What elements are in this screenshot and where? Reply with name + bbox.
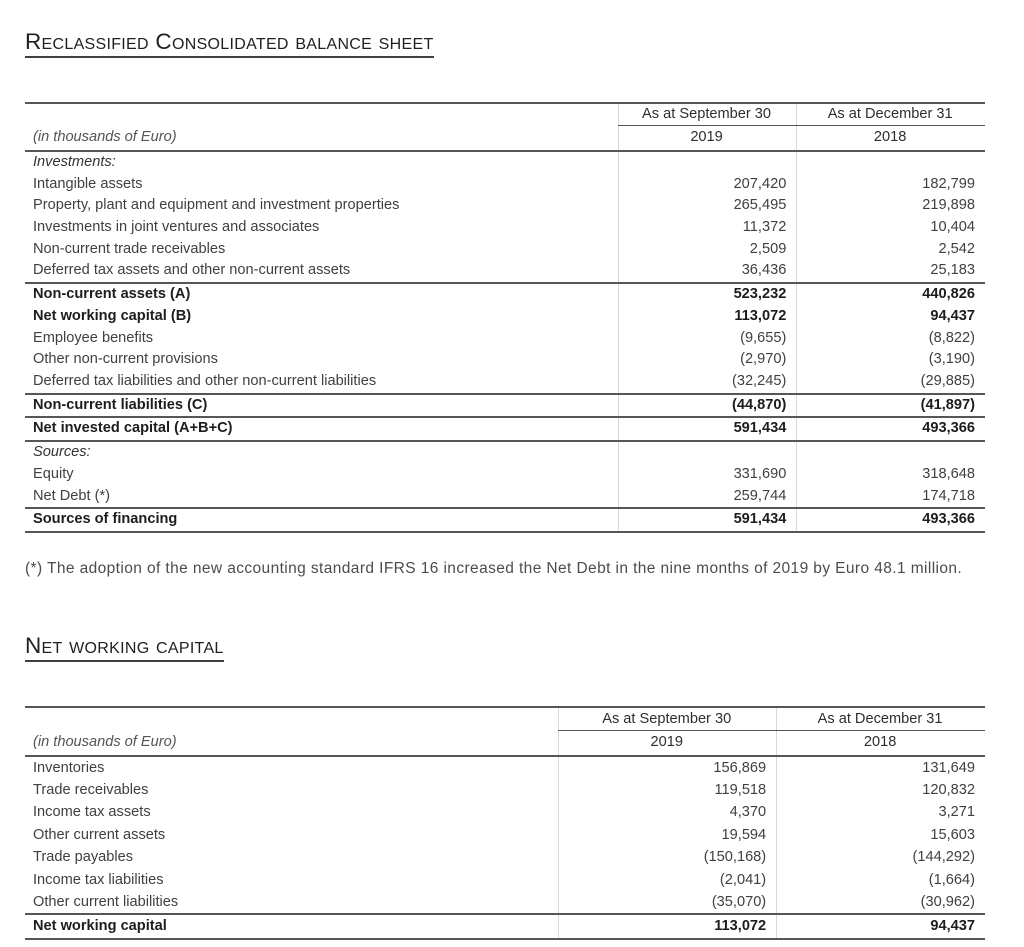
section-balance-sheet-header xyxy=(25,0,985,58)
value-2019: (2,041) xyxy=(559,869,777,891)
value-2019: 11,372 xyxy=(618,217,797,239)
row-label: Deferred tax liabilities and other non-current liabilities xyxy=(25,371,618,394)
row-label: Inventories xyxy=(33,759,105,776)
table-header-period-row xyxy=(25,707,985,731)
row-label: Non-current trade receivables xyxy=(33,240,226,257)
row-label: Net working capital (B) xyxy=(33,307,192,324)
row-label: Investments: xyxy=(33,153,116,170)
balance-sheet-table-body xyxy=(25,151,985,532)
net-working-capital-table xyxy=(25,706,985,940)
value-2018: 10,404 xyxy=(797,217,985,239)
table-row xyxy=(25,417,985,441)
value-2019: (35,070) xyxy=(559,891,777,914)
table-row xyxy=(25,464,985,486)
row-label: Other current liabilities xyxy=(25,891,559,914)
value-2019: 259,744 xyxy=(618,486,797,509)
footnote: (*) The adoption of the new accounting standard IFRS 16 increased the Net Debt in the nine months of 2019 by Euro 48.1 million. xyxy=(25,559,963,577)
value-2018: (1,664) xyxy=(777,869,985,891)
row-label: Net Debt (*) xyxy=(25,486,618,509)
table-row xyxy=(25,151,985,174)
column-header-period2: As at December 31 xyxy=(797,103,985,126)
value-2019: 265,495 xyxy=(618,195,797,217)
table-header-year-row xyxy=(25,126,985,151)
value-2018: 440,826 xyxy=(797,283,985,306)
row-label: Intangible assets xyxy=(33,175,143,192)
value-2018: 94,437 xyxy=(777,914,985,938)
value-2019: (2,970) xyxy=(618,349,797,371)
value-2018: 219,898 xyxy=(797,195,985,217)
value-2019: 2,509 xyxy=(618,239,797,261)
table-row xyxy=(25,260,985,283)
value-2019 xyxy=(618,441,797,464)
value-2018: (30,962) xyxy=(777,891,985,914)
value-2018: (3,190) xyxy=(797,349,985,371)
value-2019: (9,655) xyxy=(618,328,797,350)
value-2018: 131,649 xyxy=(777,756,985,779)
value-2019: 36,436 xyxy=(618,260,797,283)
column-header-year2: 2018 xyxy=(777,731,985,756)
row-label: Other current assets xyxy=(33,826,166,843)
value-2018: 25,183 xyxy=(797,260,985,283)
row-label: Net invested capital (A+B+C) xyxy=(25,417,618,441)
value-2019: 119,518 xyxy=(559,779,777,801)
unit-label: (in thousands of Euro) xyxy=(25,731,559,756)
value-2018: (144,292) xyxy=(777,846,985,868)
row-label: Sources of financing xyxy=(25,508,618,532)
value-2018: 182,799 xyxy=(797,174,985,196)
value-2019: 156,869 xyxy=(559,756,777,779)
row-label: Trade payables xyxy=(33,849,134,866)
value-2019: 523,232 xyxy=(618,283,797,306)
value-2018: 493,366 xyxy=(797,417,985,441)
table-row xyxy=(25,441,985,464)
row-label: Trade receivables xyxy=(33,781,149,798)
row-label: Other non-current provisions xyxy=(33,351,218,368)
value-2018: (8,822) xyxy=(797,328,985,350)
value-2019: 113,072 xyxy=(618,306,797,328)
value-2019: 19,594 xyxy=(559,824,777,846)
header-spacer-cell xyxy=(25,707,559,731)
column-header-year1: 2019 xyxy=(559,731,777,756)
value-2018 xyxy=(797,151,985,174)
row-label: Non-current liabilities (C) xyxy=(25,394,618,418)
value-2019: 4,370 xyxy=(559,801,777,823)
table-row xyxy=(25,779,985,801)
table-row xyxy=(25,508,985,532)
value-2018: 3,271 xyxy=(777,801,985,823)
value-2019: 207,420 xyxy=(618,174,797,196)
column-header-period2: As at December 31 xyxy=(777,707,985,731)
value-2018: 493,366 xyxy=(797,508,985,532)
row-label: Income tax assets xyxy=(33,804,151,821)
table-row xyxy=(25,756,985,779)
value-2019: 591,434 xyxy=(618,417,797,441)
row-label: Employee benefits xyxy=(33,329,154,346)
row-label: Sources: xyxy=(33,444,91,461)
value-2018: 2,542 xyxy=(797,239,985,261)
row-label: Income tax liabilities xyxy=(33,871,164,888)
value-2018: 15,603 xyxy=(777,824,985,846)
table-row xyxy=(25,239,985,261)
table-row xyxy=(25,349,985,371)
page-title: Reclassified Consolidated balance sheet xyxy=(25,30,434,58)
table-header-period-row xyxy=(25,103,985,126)
column-header-year2: 2018 xyxy=(797,126,985,151)
net-working-capital-table-body xyxy=(25,756,985,939)
table-row xyxy=(25,328,985,350)
unit-label: (in thousands of Euro) xyxy=(25,126,618,151)
column-header-year1: 2019 xyxy=(618,126,797,151)
column-header-period1: As at September 30 xyxy=(559,707,777,731)
table-row xyxy=(25,869,985,891)
value-2019: (150,168) xyxy=(559,846,777,868)
table-row xyxy=(25,801,985,823)
section-net-working-capital-header xyxy=(25,582,985,662)
value-2019 xyxy=(618,151,797,174)
value-2018: 318,648 xyxy=(797,464,985,486)
row-label: Net working capital xyxy=(25,914,559,938)
table-header-year-row xyxy=(25,731,985,756)
value-2019: (32,245) xyxy=(618,371,797,394)
table-row xyxy=(25,217,985,239)
value-2018: (41,897) xyxy=(797,394,985,418)
table-row xyxy=(25,306,985,328)
table-row xyxy=(25,394,985,418)
row-label: Equity xyxy=(33,465,74,482)
value-2019: 331,690 xyxy=(618,464,797,486)
column-header-period1: As at September 30 xyxy=(618,103,797,126)
table-row xyxy=(25,174,985,196)
table-row xyxy=(25,486,985,509)
table-row xyxy=(25,914,985,938)
value-2018: 174,718 xyxy=(797,486,985,509)
value-2018: 94,437 xyxy=(797,306,985,328)
row-label: Property, plant and equipment and investment properties xyxy=(33,197,400,214)
value-2019: (44,870) xyxy=(618,394,797,418)
value-2018 xyxy=(797,441,985,464)
header-spacer-cell xyxy=(25,103,618,126)
table-row xyxy=(25,891,985,914)
table-row xyxy=(25,283,985,306)
row-label: Non-current assets (A) xyxy=(33,286,191,303)
section-title-net-working-capital: Net working capital xyxy=(25,634,224,662)
value-2019: 591,434 xyxy=(618,508,797,532)
value-2019: 113,072 xyxy=(559,914,777,938)
row-label: Deferred tax assets and other non-current assets xyxy=(25,260,618,283)
table-row xyxy=(25,846,985,868)
table-row xyxy=(25,824,985,846)
table-row xyxy=(25,371,985,394)
value-2018: (29,885) xyxy=(797,371,985,394)
value-2018: 120,832 xyxy=(777,779,985,801)
row-label: Investments in joint ventures and associates xyxy=(33,219,320,236)
balance-sheet-table xyxy=(25,102,985,533)
table-row xyxy=(25,195,985,217)
